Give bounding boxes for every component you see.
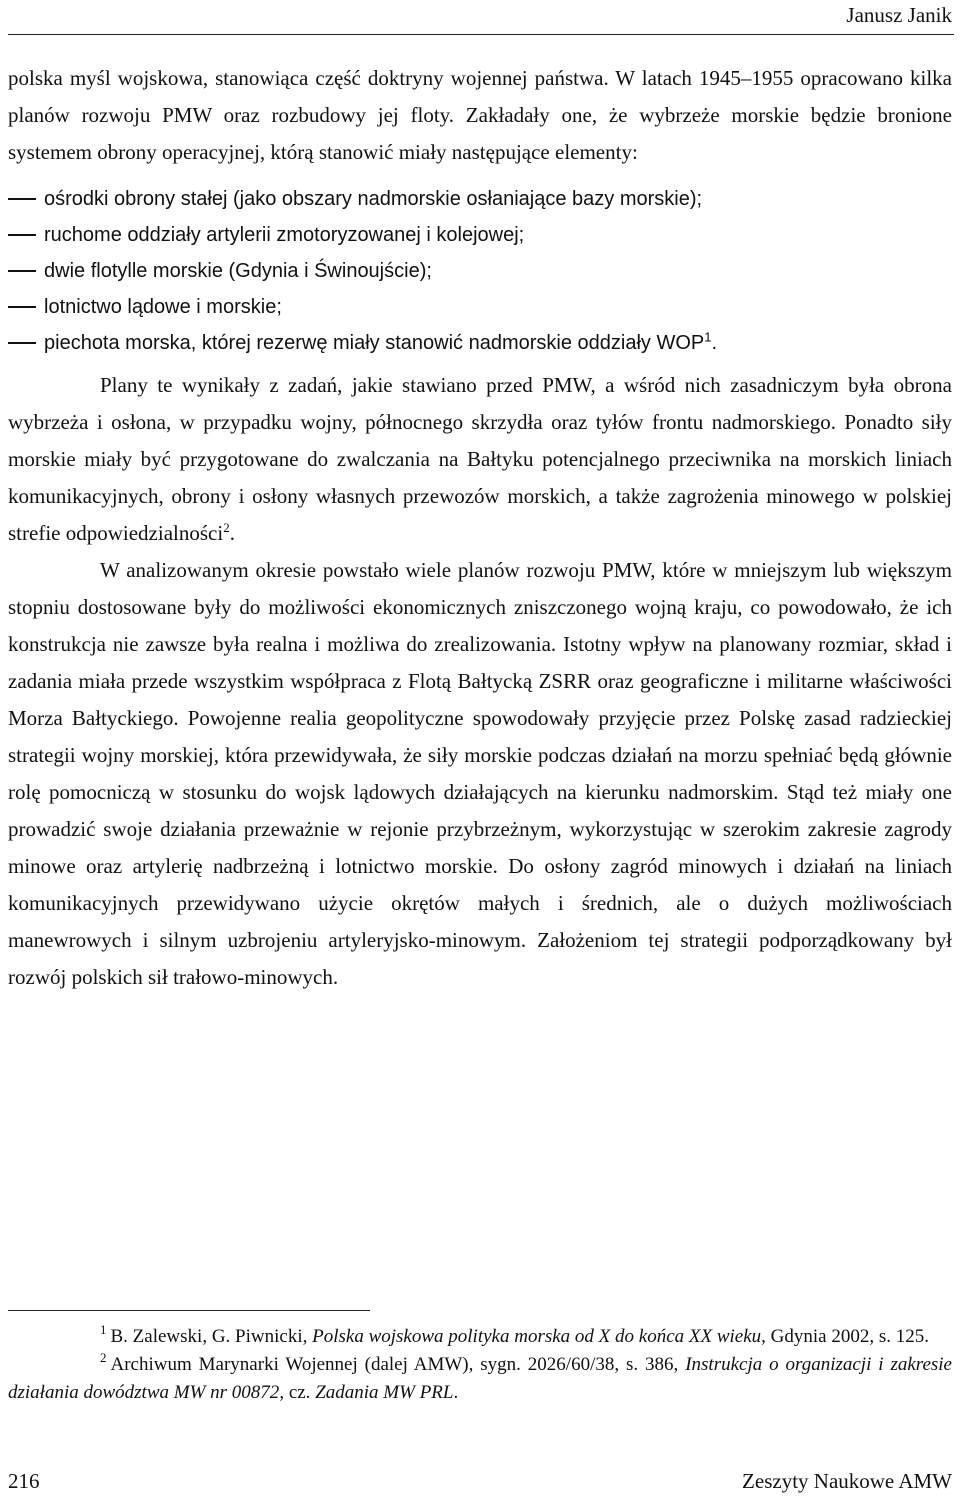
list-item (8, 253, 952, 289)
em-dash-bullet (8, 306, 36, 308)
list-item-text: lotnictwo lądowe i morskie; (44, 296, 282, 318)
list-item (8, 325, 952, 361)
paragraph-3: W analizowanym okresie powstało wiele planów rozwoju PMW, które w mniejszym lub większym stopniu dostosowane były do możliwości ekonomicznych zniszczonego wojną kraju, co powodowało, że ich konstrukcja nie zawsze była realna i możliwa do zrealizowania. Istotny wpływ na planowany rozmiar, skład i zadania miała przede wszystkim współpraca z Flotą Bałtycką ZSRR oraz geograficzne i militarne właściwości Morza Bałtyckiego. Powojenne realia geopolityczne spowodowały przyjęcie przez Polskę zasad radzieckiej strategii wojny morskiej, która przewidywała, że siły morskie podczas działań na morzu spełniać będą głównie rolę pomocniczą w stosunku do wojsk lądowych działających na kierunku nadmorskim. Stąd też miały one prowadzić swoje działania przeważnie w rejonie przybrzeżnym, wykorzystując w szerokim zakresie zagrody minowe oraz artylerię nadbrzeżną i lotnictwo morskie. Do osłony zagród minowych i działań na liniach komunikacyjnych przewidywano użycie okrętów małych i średnich, ale o dużych możliwościach manewrowych i silnym uzbrojeniu artyleryjsko-minowym. Założeniom tej strategii podporządkowany był rozwój polskich sił trałowo-minowych. (8, 558, 952, 989)
journal-title: Zeszyty Naukowe AMW (742, 1469, 952, 1493)
main-text (8, 60, 952, 996)
em-dash-bullet (8, 342, 36, 344)
list-item (8, 217, 952, 253)
list-item (8, 181, 952, 217)
defense-elements-list (8, 181, 952, 361)
list-item (8, 289, 952, 325)
list-item-text: ruchome oddziały artylerii zmotoryzowanej i kolejowej; (44, 224, 525, 246)
running-header-author: Janusz Janik (846, 3, 952, 27)
footnote-divider (8, 1310, 370, 1311)
list-item-text: ośrodki obrony stałej (jako obszary nadmorskie osłaniające bazy morskie); (44, 188, 703, 210)
footnote-ref-2[interactable]: 2 (223, 520, 230, 535)
em-dash-bullet (8, 234, 36, 236)
page-number: 216 (8, 1469, 40, 1493)
header-divider (8, 34, 954, 35)
list-item-text: dwie flotylle morskie (Gdynia i Świnoujście); (44, 260, 432, 282)
footnote-ref-1[interactable]: 1 (704, 329, 712, 345)
footnote-1: 1 B. Zalewski, G. Piwnicki, Polska wojskowa polityka morska od X do końca XX wieku, Gdynia 2002, s. 125. (100, 1322, 929, 1347)
footnote-2: 2 Archiwum Marynarki Wojennej (dalej AMW), sygn. 2026/60/38, s. 386, Instrukcja o organizacji i zakresie działania dowództwa MW nr 00872, cz. Zadania MW PRL. (8, 1350, 952, 1403)
list-item-text: piechota morska, której rezerwę miały stanowić nadmorskie oddziały WOP$^1$. (44, 329, 718, 354)
paragraph-1: polska myśl wojskowa, stanowiąca część doktryny wojennej państwa. W latach 1945–1955 opracowano kilka planów rozwoju PMW oraz rozbudowy jej floty. Zakładały one, że wybrzeże morskie będzie bronione systemem obrony operacyjnej, którą stanowić miały następujące elementy: (8, 66, 952, 164)
paragraph-2: Plany te wynikały z zadań, jakie stawiano przed PMW, a wśród nich zasadniczym była obrona wybrzeża i osłona, w przypadku wojny, północnego skrzydła oraz tyłów frontu nadmorskiego. Ponadto siły morskie miały być przygotowane do zwalczania na Bałtyku potencjalnego przeciwnika na morskich liniach komunikacyjnych, obrony i osłony własnych przewozów morskich, a także zagrożenia minowego w polskiej strefie odpowiedzialności$^2$. (8, 373, 952, 545)
em-dash-bullet (8, 198, 36, 200)
footnotes (8, 1323, 952, 1407)
em-dash-bullet (8, 270, 36, 272)
